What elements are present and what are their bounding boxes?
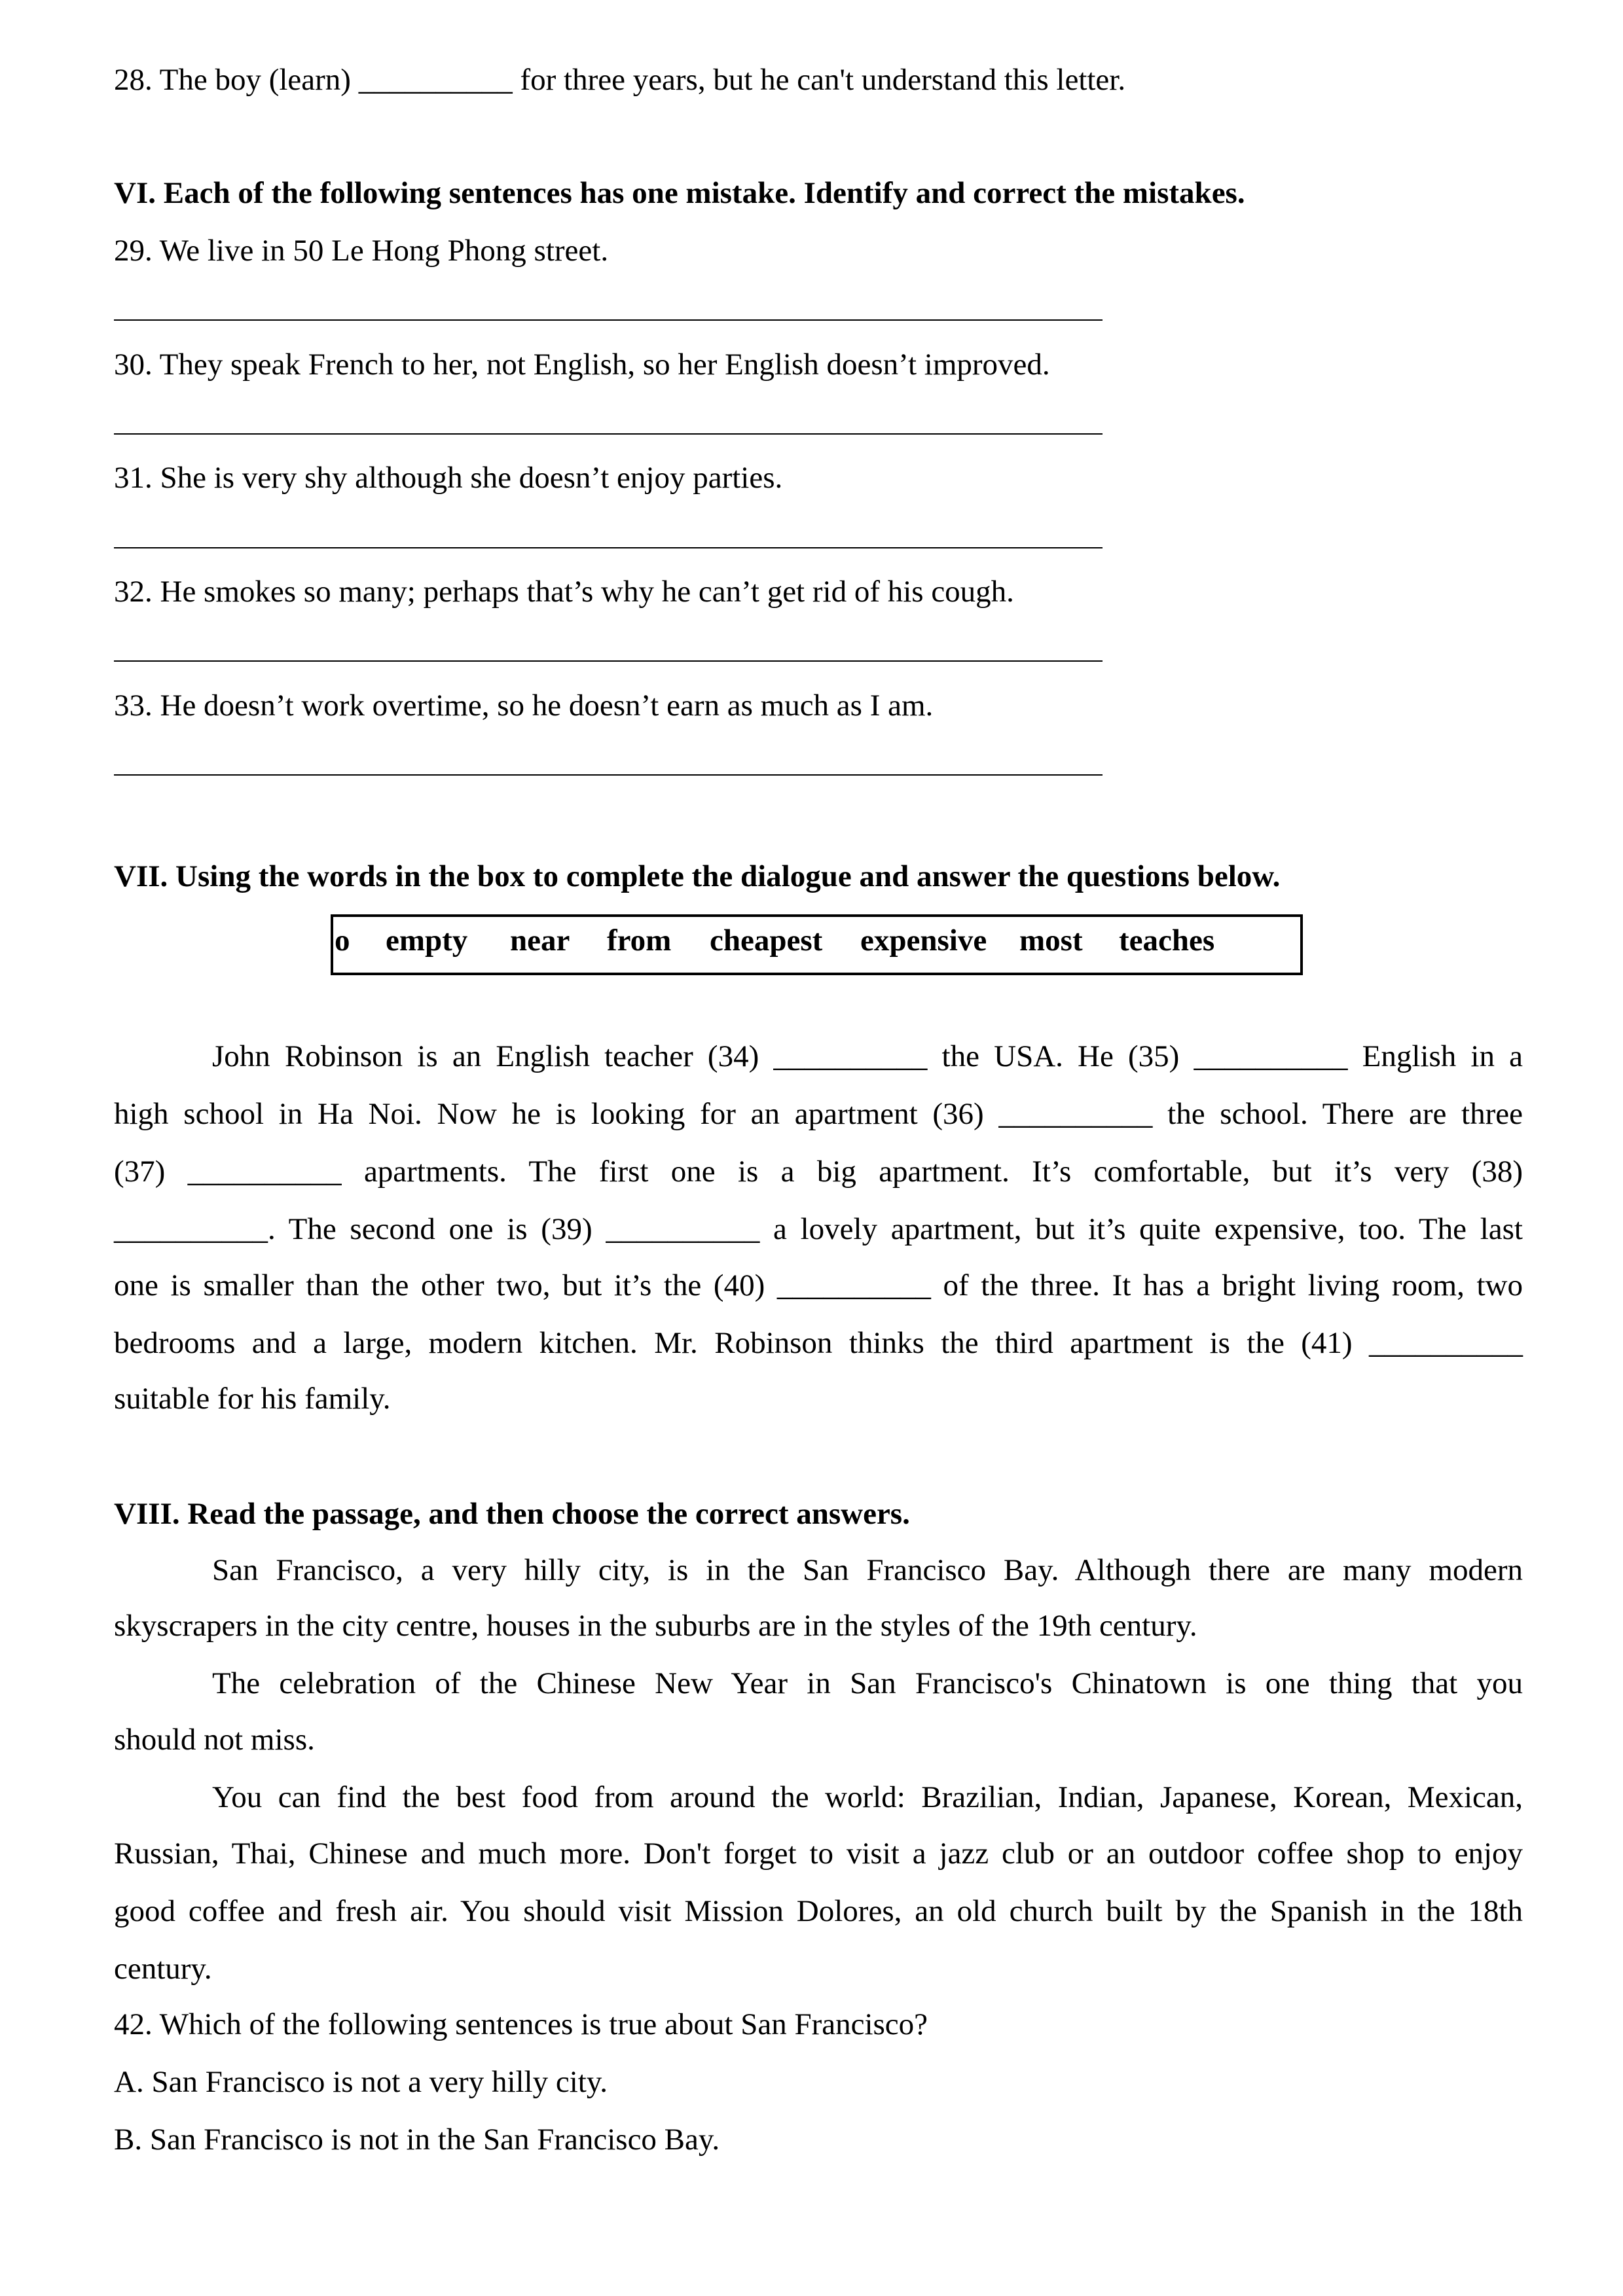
question-30: 30. They speak French to her, not English, so her English doesn’t improved. (114, 348, 1050, 382)
word: expensive (860, 924, 987, 958)
section-7-heading: VII. Using the words in the box to complete the dialogue and answer the questions below. (114, 859, 1281, 893)
passage-line: good coffee and fresh air. You should visit Mission Dolores, an old church built by the Spanish in the 18th (114, 1894, 1523, 1928)
question-32: 32. He smokes so many; perhaps that’s why he can’t get rid of his cough. (114, 575, 1014, 609)
word: o (335, 924, 350, 958)
question-28: 28. The boy (learn) __________ for three years, but he can't understand this letter. (114, 63, 1126, 97)
question-33: 33. He doesn’t work overtime, so he doesn’t earn as much as I am. (114, 689, 934, 723)
passage-line: John Robinson is an English teacher (34) __________ the USA. He (35) __________ English in a (212, 1039, 1523, 1073)
question-29: 29. We live in 50 Le Hong Phong street. (114, 234, 609, 268)
word-box (331, 914, 1303, 975)
passage-line: The celebration of the Chinese New Year in San Francisco's Chinatown is one thing that you (212, 1666, 1523, 1700)
passage-line: one is smaller than the other two, but it’s the (40) __________ of the three. It has a bright living room, two (114, 1268, 1523, 1302)
answer-line-32 (114, 660, 1103, 662)
word: cheapest (710, 924, 823, 958)
word: teaches (1119, 924, 1215, 958)
passage-line: San Francisco, a very hilly city, is in the San Francisco Bay. Although there are many modern (212, 1553, 1523, 1587)
question-42: 42. Which of the following sentences is true about San Francisco? (114, 2007, 928, 2041)
section-8-heading: VIII. Read the passage, and then choose the correct answers. (114, 1497, 910, 1531)
passage-line: __________. The second one is (39) __________ a lovely apartment, but it’s quite expensive, too. The last (114, 1212, 1523, 1246)
passage-line: Russian, Thai, Chinese and much more. Don't forget to visit a jazz club or an outdoor coffee shop to enjoy (114, 1837, 1523, 1871)
answer-line-33 (114, 774, 1103, 776)
answer-line-30 (114, 433, 1103, 435)
option-a: A. San Francisco is not a very hilly city. (114, 2065, 608, 2099)
passage-line: century. (114, 1952, 212, 1986)
section-6-heading: VI. Each of the following sentences has one mistake. Identify and correct the mistakes. (114, 176, 1245, 210)
passage-line: suitable for his family. (114, 1382, 391, 1416)
word: from (607, 924, 672, 958)
word: near (510, 924, 570, 958)
answer-line-31 (114, 547, 1103, 548)
answer-line-29 (114, 319, 1103, 321)
passage-line: You can find the best food from around the world: Brazilian, Indian, Japanese, Korean, Mexican, (212, 1780, 1523, 1814)
word: empty (386, 924, 468, 958)
option-b: B. San Francisco is not in the San Francisco Bay. (114, 2123, 720, 2157)
passage-line: should not miss. (114, 1723, 315, 1757)
word: most (1019, 924, 1083, 958)
passage-line: bedrooms and a large, modern kitchen. Mr. Robinson thinks the third apartment is the (41) __________ (114, 1326, 1523, 1360)
passage-line: high school in Ha Noi. Now he is looking for an apartment (36) __________ the school. There are three (114, 1097, 1523, 1131)
question-31: 31. She is very shy although she doesn’t enjoy parties. (114, 461, 783, 495)
passage-line: skyscrapers in the city centre, houses in the suburbs are in the styles of the 19th century. (114, 1609, 1197, 1643)
passage-line: (37) __________ apartments. The first one is a big apartment. It’s comfortable, but it’s very (38) (114, 1155, 1523, 1189)
